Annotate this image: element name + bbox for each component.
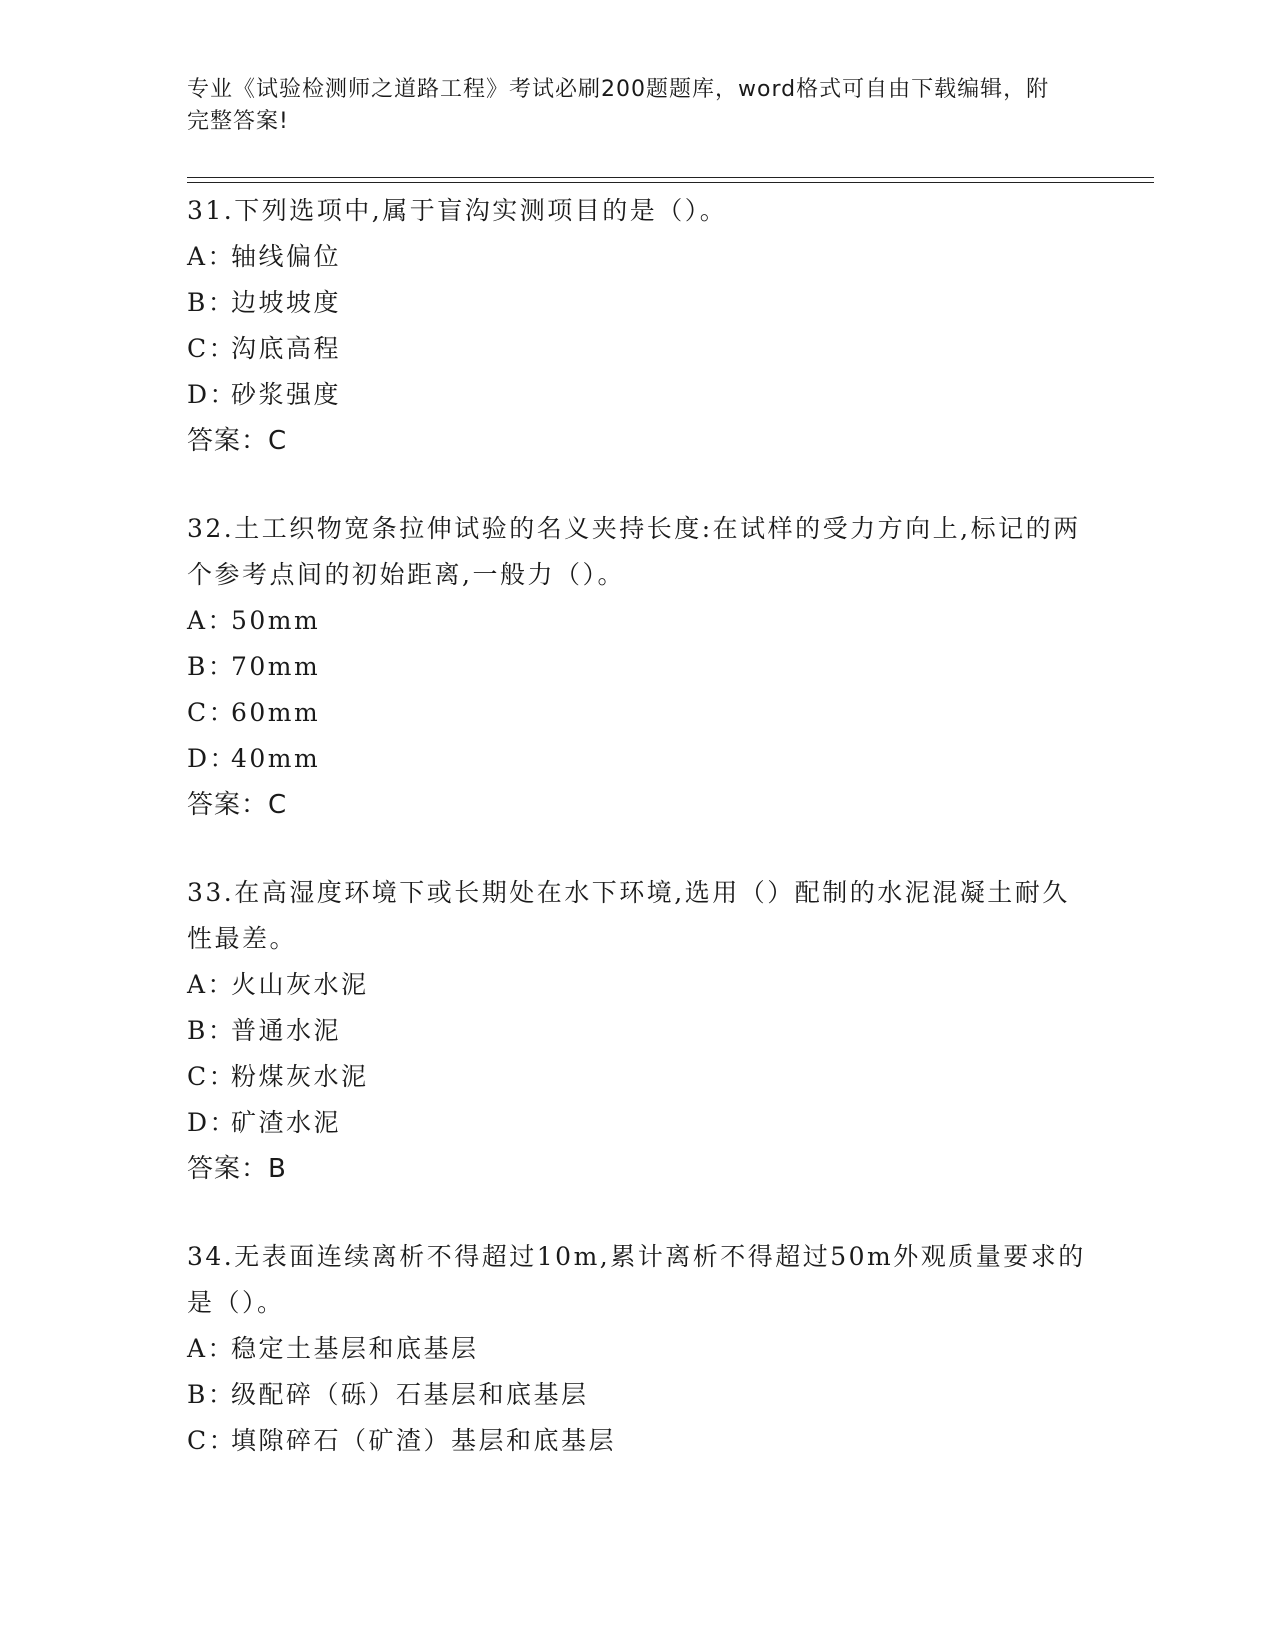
question-31 [187, 188, 1087, 464]
option-text: 普通水泥 [231, 1016, 342, 1045]
question-stem: 34.无表面连续离析不得超过10m,累计离析不得超过50m外观质量要求的是（）。 [187, 1242, 1086, 1317]
option-text: 50mm [231, 606, 321, 635]
option-b [187, 1008, 1087, 1054]
option-text: 沟底高程 [231, 334, 342, 363]
answer-line: 答案：C [187, 790, 288, 820]
option-text: 火山灰水泥 [231, 970, 369, 999]
option-a [187, 962, 1087, 1008]
option-a [187, 234, 1087, 280]
option-d [187, 1100, 1087, 1146]
option-letter: B： [187, 652, 236, 681]
option-text: 40mm [231, 744, 321, 773]
option-b [187, 644, 1087, 690]
header-divider-bottom [187, 182, 1154, 183]
question-stem: 31.下列选项中,属于盲沟实测项目的是（）。 [187, 196, 728, 225]
option-text: 边坡坡度 [231, 288, 342, 317]
option-text: 填隙碎石（矿渣）基层和底基层 [231, 1426, 617, 1455]
question-34 [187, 1234, 1087, 1464]
option-text: 砂浆强度 [231, 380, 342, 409]
option-letter: A： [187, 1334, 236, 1363]
option-letter: D： [187, 744, 238, 773]
option-c [187, 690, 1087, 736]
option-text: 轴线偏位 [231, 242, 342, 271]
option-d [187, 372, 1087, 418]
option-text: 60mm [231, 698, 321, 727]
option-a [187, 598, 1087, 644]
option-b [187, 280, 1087, 326]
option-letter: D： [187, 380, 238, 409]
answer-line: 答案：C [187, 426, 288, 456]
option-text: 矿渣水泥 [231, 1108, 342, 1137]
option-letter: C： [187, 1062, 237, 1091]
answer-line: 答案：B [187, 1154, 287, 1184]
option-letter: C： [187, 1426, 237, 1455]
option-letter: A： [187, 242, 236, 271]
option-text: 粉煤灰水泥 [231, 1062, 369, 1091]
option-letter: D： [187, 1108, 238, 1137]
option-b [187, 1372, 1087, 1418]
option-letter: C： [187, 698, 237, 727]
document-header: 专业《试验检测师之道路工程》考试必刷200题题库，word格式可自由下载编辑，附完整答案! [187, 77, 1050, 134]
option-letter: A： [187, 606, 236, 635]
question-stem: 33.在高湿度环境下或长期处在水下环境,选用（）配制的水泥混凝土耐久性最差。 [187, 878, 1070, 953]
question-list [187, 188, 1087, 1506]
option-letter: B： [187, 1016, 236, 1045]
option-a [187, 1326, 1087, 1372]
option-letter: A： [187, 970, 236, 999]
option-d [187, 736, 1087, 782]
option-letter: B： [187, 1380, 236, 1409]
option-c [187, 1054, 1087, 1100]
header-divider-top [187, 177, 1154, 178]
option-text: 级配碎（砾）石基层和底基层 [231, 1380, 589, 1409]
option-letter: C： [187, 334, 237, 363]
option-text: 稳定土基层和底基层 [231, 1334, 479, 1363]
question-33 [187, 870, 1087, 1192]
question-stem: 32.土工织物宽条拉伸试验的名义夹持长度:在试样的受力方向上,标记的两个参考点间的初始距离,一般力（）。 [187, 514, 1081, 589]
option-c [187, 1418, 1087, 1464]
question-32 [187, 506, 1087, 828]
option-letter: B： [187, 288, 236, 317]
option-c [187, 326, 1087, 372]
option-text: 70mm [231, 652, 321, 681]
